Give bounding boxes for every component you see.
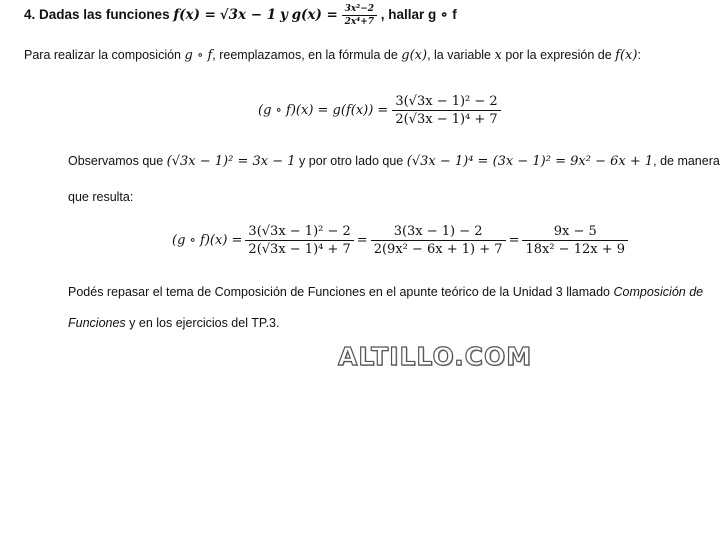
g-definition-fraction	[342, 4, 377, 27]
altillo-logo: ALTILLO.COM	[338, 342, 533, 371]
eq1-numerator: 3(√3x − 1)² − 2	[392, 94, 500, 111]
observe-text-2: y por otro lado que	[299, 154, 404, 168]
review-italic-2: Funciones	[68, 316, 126, 330]
eq2-f3-denominator: 18x² − 12x + 9	[525, 242, 626, 257]
intro-text-4: por la expresión de	[505, 48, 612, 62]
review-line-2	[68, 316, 279, 330]
observe-expr-2: (√3x − 1)⁴ = (3x − 1)² = 9x² − 6x + 1	[406, 154, 654, 169]
problem-number: 4.	[24, 7, 36, 23]
observation-line-1	[68, 154, 720, 169]
intro-text-2: , reemplazamos, en la fórmula de	[212, 48, 398, 62]
f-definition-lhs: f(x) =	[173, 7, 216, 24]
review-line-1	[68, 285, 703, 299]
intro-text-1: Para realizar la composición	[24, 48, 182, 62]
eq1-denominator: 2(√3x − 1)⁴ + 7	[395, 112, 498, 127]
eq2-f2-denominator: 2(9x² − 6x + 1) + 7	[373, 242, 503, 257]
observe-expr-1: (√3x − 1)² = 3x − 1	[166, 154, 296, 169]
observation-line-2: que resulta:	[68, 190, 134, 204]
equation-1	[258, 94, 501, 127]
and-word: y	[279, 7, 288, 24]
problem-title	[24, 4, 457, 27]
intro-fx: f(x)	[615, 48, 638, 63]
g-numerator: 3x²−2	[342, 4, 377, 16]
intro-paragraph	[24, 48, 641, 63]
eq2-f3-numerator: 9x − 5	[522, 224, 628, 241]
eq1-fraction	[392, 94, 500, 127]
review-text-2: y en los ejercicios del TP.3.	[129, 316, 280, 330]
g-definition-lhs: g(x) =	[291, 7, 338, 24]
intro-gx: g(x)	[401, 48, 428, 63]
problem-task: , hallar g ∘ f	[380, 7, 457, 23]
intro-text-3: , la variable	[427, 48, 492, 62]
eq2-lhs: (g ∘ f)(x) =	[172, 233, 243, 248]
f-definition-rhs: √3x − 1	[219, 7, 277, 24]
observe-text-1: Observamos que	[68, 154, 164, 168]
equation-2	[172, 224, 628, 257]
problem-lead: Dadas las funciones	[39, 7, 170, 23]
eq2-fraction-1	[245, 224, 353, 257]
intro-text-5: :	[637, 48, 641, 62]
equals-sign: =	[508, 233, 520, 248]
eq2-f1-denominator: 2(√3x − 1)⁴ + 7	[248, 242, 351, 257]
eq1-lhs: (g ∘ f)(x) = g(f(x)) =	[258, 103, 389, 118]
intro-gof: g ∘ f	[184, 48, 213, 63]
review-italic-1: Composición de	[613, 285, 704, 299]
review-text-1: Podés repasar el tema de Composición de Funciones en el apunte teórico de la Unidad 3 llamado	[68, 285, 610, 299]
g-denominator: 2x⁴+7	[344, 17, 374, 27]
eq2-f2-numerator: 3(3x − 1) − 2	[371, 224, 506, 241]
eq2-fraction-2	[371, 224, 506, 257]
equals-sign: =	[356, 233, 368, 248]
observe-text-3: , de manera	[653, 154, 720, 168]
eq2-fraction-3	[522, 224, 628, 257]
intro-x: x	[494, 48, 502, 63]
eq2-f1-numerator: 3(√3x − 1)² − 2	[245, 224, 353, 241]
